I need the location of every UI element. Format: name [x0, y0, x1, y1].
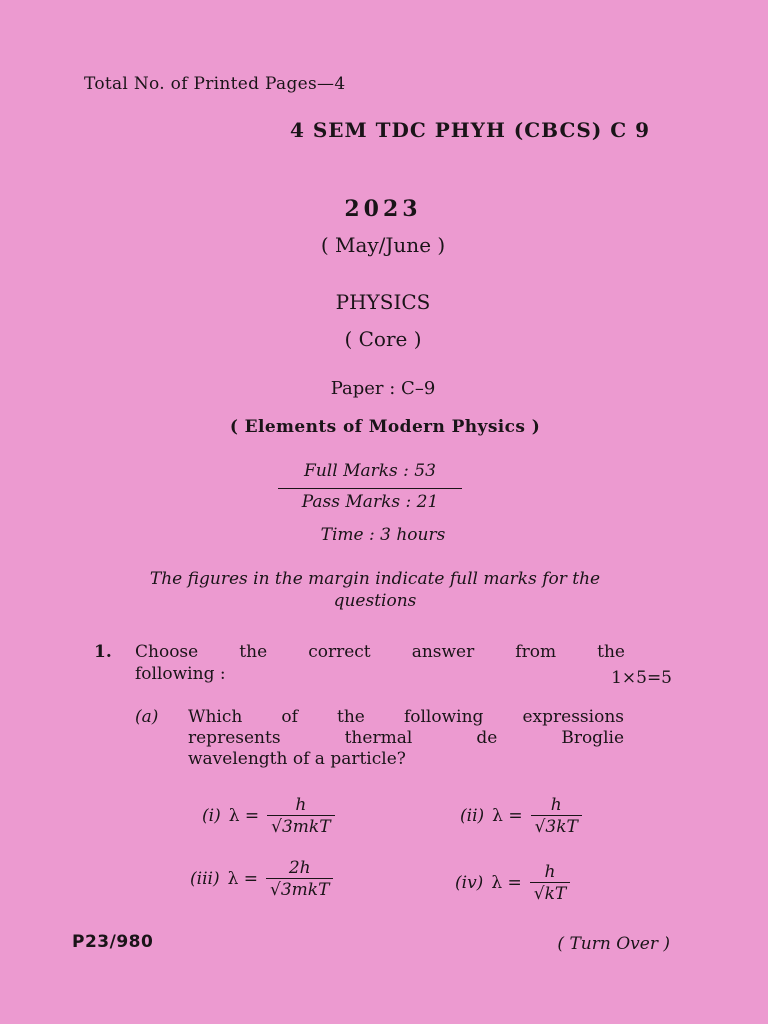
- exam-year: 2023: [344, 196, 422, 222]
- question-text-line1: Choose the correct answer from the: [135, 642, 625, 662]
- exam-code: 4 SEM TDC PHYH (CBCS) C 9: [289, 118, 651, 142]
- paper-title: ( Elements of Modern Physics ): [229, 417, 541, 437]
- margin-instruction: The figures in the margin indicate full marks for the questions: [149, 569, 601, 611]
- subquestion-text: [188, 707, 624, 770]
- option-i: (i) λ = $\frac{h}{\text{√3mkT}}$: [202, 795, 335, 837]
- subquestion-line3: wavelength of a particle?: [188, 749, 406, 769]
- question-text-line2: following :: [135, 664, 226, 684]
- full-marks: Full Marks : 53: [304, 461, 436, 481]
- subquestion-line1: Which of the following expressions: [188, 707, 624, 727]
- option-iii: (iii) λ = $\frac{2h}{\text{√3mkT}}$: [190, 858, 333, 900]
- marks-block: [270, 458, 470, 519]
- subject-category: ( Core ): [344, 327, 422, 351]
- question-marks: 1×5=5: [611, 668, 672, 688]
- turn-over-note: ( Turn Over ): [557, 934, 670, 954]
- option-iv: (iv) λ = $\frac{h}{√kT}$: [455, 862, 570, 904]
- exam-session: ( May/June ): [320, 233, 446, 257]
- pass-marks: Pass Marks : 21: [301, 492, 439, 512]
- option-ii: (ii) λ = $\frac{h}{√3kT}$: [460, 795, 582, 837]
- paper-footer-code: P23/980: [72, 932, 154, 952]
- paper-number: Paper : C–9: [330, 378, 436, 399]
- subject-title: PHYSICS: [335, 290, 431, 314]
- exam-time: Time : 3 hours: [320, 525, 446, 545]
- question-number: 1.: [94, 642, 112, 662]
- subquestion-line2: represents thermal de Broglie: [188, 728, 624, 748]
- subquestion-label: (a): [135, 707, 159, 727]
- printed-pages-note: Total No. of Printed Pages—4: [84, 74, 346, 94]
